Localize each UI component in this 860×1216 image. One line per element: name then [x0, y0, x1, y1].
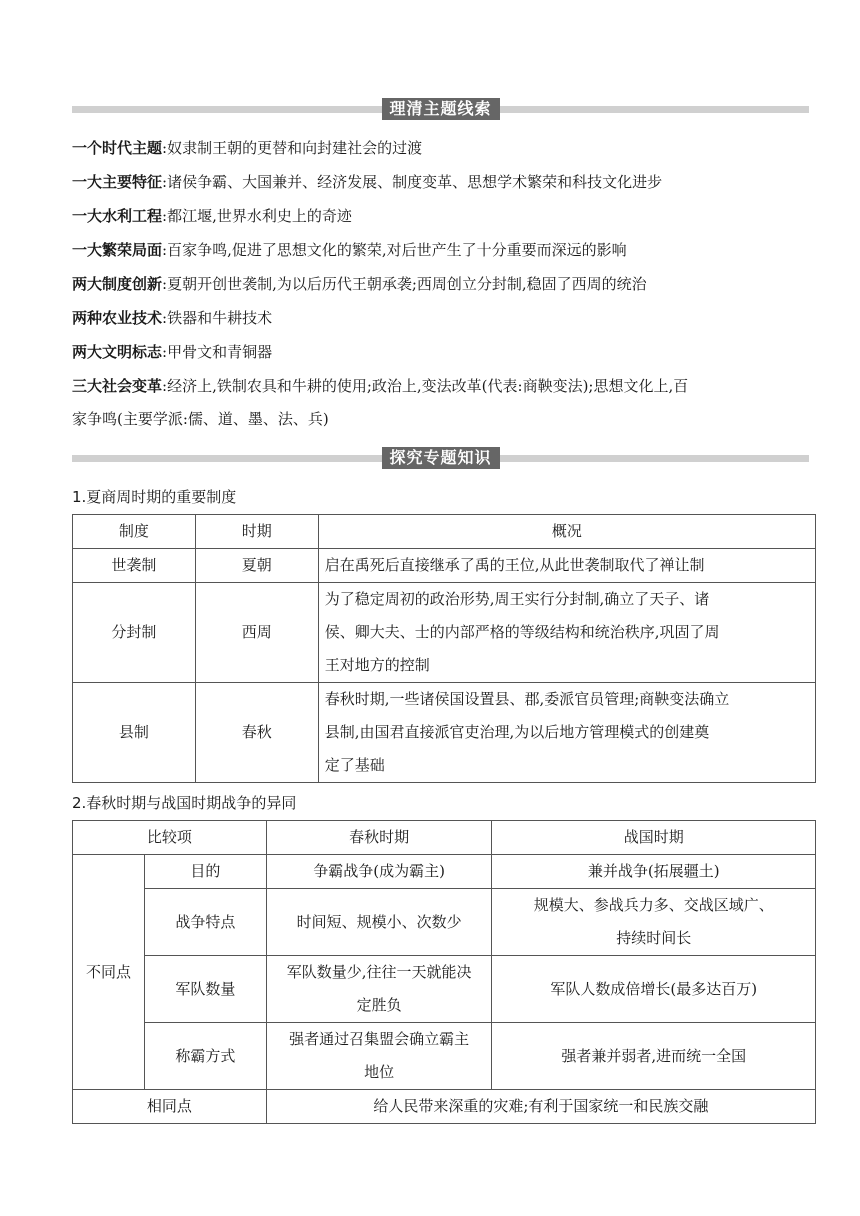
overview-line: 侯、卿大夫、士的内部严格的等级结构和统治秩序,巩固了周 [324, 623, 720, 641]
theme-label: 两大文明标志 [72, 343, 163, 361]
cell-line: 军队数量少,往往一天就能决 [286, 963, 472, 981]
theme-line [72, 273, 812, 295]
spring-autumn-cell [266, 956, 492, 1023]
item-cell: 称霸方式 [144, 1023, 266, 1090]
theme-label: 一大主要特征 [72, 173, 163, 191]
table-row [73, 889, 816, 956]
period-cell: 夏朝 [195, 549, 318, 583]
cell-line: 时间短、规模小、次数少 [296, 912, 462, 931]
systems-table [72, 514, 816, 783]
theme-text: :诸侯争霸、大国兼并、经济发展、制度变革、思想学术繁荣和科技文化进步 [162, 173, 663, 191]
theme-text: :奴隶制王朝的更替和向封建社会的过渡 [162, 139, 423, 157]
theme-line-continued: 家争鸣(主要学派:儒、道、墨、法、兵) [72, 410, 329, 428]
theme-line [72, 205, 812, 227]
theme-line [72, 341, 812, 363]
theme-text: :都江堰,世界水利史上的奇迹 [162, 207, 352, 225]
warring-states-cell [492, 1023, 816, 1090]
theme-text: :夏朝开创世袭制,为以后历代王朝承袭;西周创立分封制,稳固了西周的统治 [162, 275, 647, 293]
theme-label: 两大制度创新 [72, 275, 163, 293]
table-row [73, 1090, 816, 1124]
system-cell: 世袭制 [73, 549, 196, 583]
overview-cell [318, 549, 815, 583]
warring-states-cell [492, 889, 816, 956]
table-row [73, 683, 816, 783]
cell-line: 强者通过召集盟会确立霸主 [289, 1030, 470, 1048]
table-header-row [73, 821, 816, 855]
cell-line: 规模大、参战兵力多、交战区域广、 [533, 896, 774, 914]
spring-autumn-cell [266, 855, 492, 889]
theme-text: :百家争鸣,促进了思想文化的繁荣,对后世产生了十分重要而深远的影响 [162, 241, 627, 259]
theme-line [72, 239, 812, 261]
period-cell: 春秋 [195, 683, 318, 783]
group-label-cell: 不同点 [73, 855, 145, 1090]
cell-line: 军队人数成倍增长(最多达百万) [550, 979, 758, 998]
overview-line: 县制,由国君直接派官吏治理,为以后地方管理模式的创建奠 [324, 723, 710, 741]
header-cell: 比较项 [73, 821, 267, 855]
table1-title: 1.夏商周时期的重要制度 [72, 488, 237, 506]
theme-line [72, 137, 812, 159]
theme-label: 一个时代主题 [72, 139, 163, 157]
cell-line: 争霸战争(成为霸主) [313, 862, 445, 880]
table-row [73, 583, 816, 683]
wars-table [72, 820, 816, 1124]
spring-autumn-cell [266, 889, 492, 956]
header-cell: 春秋时期 [266, 821, 492, 855]
cell-line: 强者兼并弱者,进而统一全国 [561, 1046, 747, 1065]
theme-line [72, 307, 812, 329]
common-text-cell: 给人民带来深重的灾难;有利于国家统一和民族交融 [266, 1090, 815, 1124]
theme-text: :经济上,铁制农具和牛耕的使用;政治上,变法改革(代表:商鞅变法);思想文化上,百 [162, 377, 689, 395]
theme-line [72, 171, 812, 193]
warring-states-cell [492, 855, 816, 889]
overview-line: 启在禹死后直接继承了禹的王位,从此世袭制取代了禅让制 [324, 556, 705, 574]
overview-cell [318, 583, 815, 683]
common-label-cell: 相同点 [73, 1090, 267, 1124]
overview-line: 春秋时期,一些诸侯国设置县、郡,委派官员管理;商鞅变法确立 [324, 690, 730, 708]
section-heading-thread [72, 98, 809, 120]
theme-label: 三大社会变革 [72, 377, 163, 395]
theme-label: 两种农业技术 [72, 309, 163, 327]
overview-cell [318, 683, 815, 783]
warring-states-cell [492, 956, 816, 1023]
item-cell: 军队数量 [144, 956, 266, 1023]
system-cell: 县制 [73, 683, 196, 783]
system-cell: 分封制 [73, 583, 196, 683]
table-row [73, 956, 816, 1023]
item-cell: 战争特点 [144, 889, 266, 956]
cell-line: 兼并战争(拓展疆土) [587, 862, 720, 880]
theme-text: :甲骨文和青铜器 [162, 343, 273, 361]
item-cell: 目的 [144, 855, 266, 889]
period-cell: 西周 [195, 583, 318, 683]
heading-label: 理清主题线索 [381, 98, 499, 120]
theme-text: :铁器和牛耕技术 [162, 309, 273, 327]
spring-autumn-cell [266, 1023, 492, 1090]
header-cell: 制度 [73, 515, 196, 549]
heading-label: 探究专题知识 [381, 447, 499, 469]
cell-line: 地位 [364, 1063, 395, 1081]
overview-line: 为了稳定周初的政治形势,周王实行分封制,确立了天子、诸 [324, 590, 710, 608]
table2-title: 2.春秋时期与战国时期战争的异同 [72, 794, 297, 812]
table-row [73, 855, 816, 889]
section-heading-explore [72, 447, 809, 469]
cell-line: 定胜负 [356, 996, 402, 1014]
header-cell: 时期 [195, 515, 318, 549]
cell-line: 持续时间长 [616, 929, 692, 947]
theme-label: 一大水利工程 [72, 207, 163, 225]
theme-line [72, 375, 812, 397]
overview-line: 定了基础 [324, 756, 385, 774]
table-header-row [73, 515, 816, 549]
table-row [73, 549, 816, 583]
overview-line: 王对地方的控制 [324, 656, 430, 674]
header-cell: 概况 [318, 515, 815, 549]
header-cell: 战国时期 [492, 821, 816, 855]
theme-label: 一大繁荣局面 [72, 241, 163, 259]
table-row [73, 1023, 816, 1090]
